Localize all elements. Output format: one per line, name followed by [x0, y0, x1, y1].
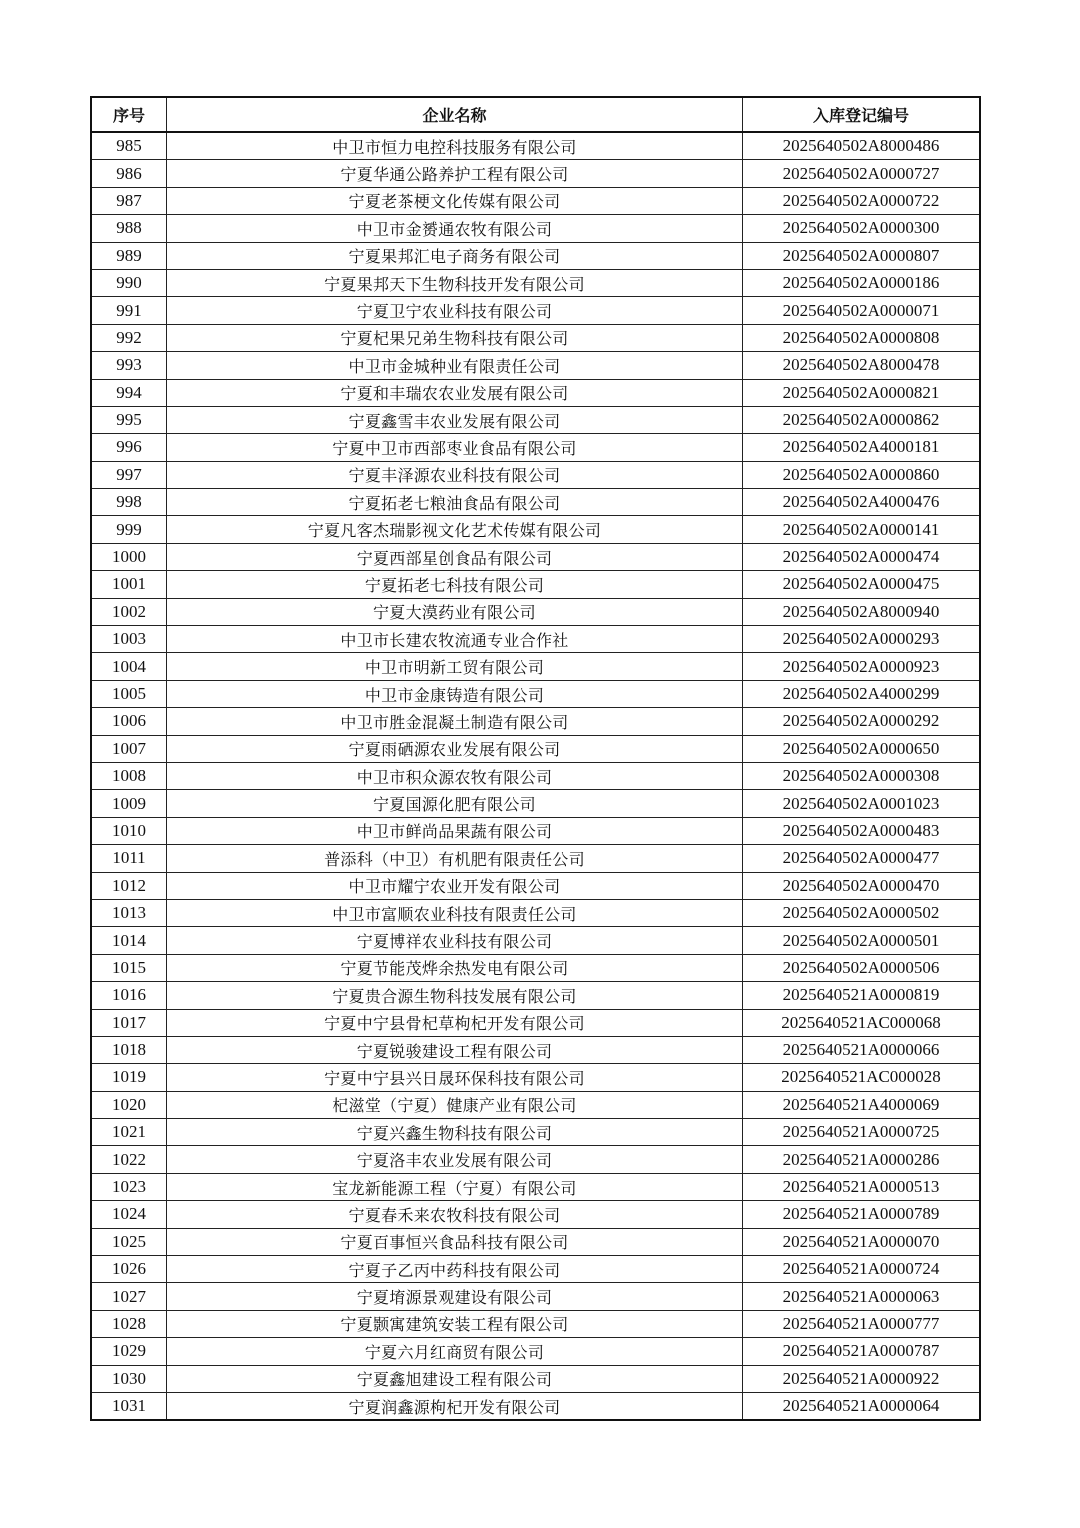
registration-number-cell: 2025640502A0000186 — [743, 269, 980, 296]
company-name-cell: 宁夏老茶梗文化传媒有限公司 — [167, 187, 743, 214]
table-row — [92, 160, 980, 187]
company-name-cell: 中卫市金赟通农牧有限公司 — [167, 215, 743, 242]
serial-number-cell: 1027 — [92, 1283, 167, 1310]
company-name-cell: 杞滋堂（宁夏）健康产业有限公司 — [167, 1091, 743, 1118]
table-row — [92, 680, 980, 707]
serial-number-cell: 1014 — [92, 927, 167, 954]
company-name-cell: 中卫市富顺农业科技有限责任公司 — [167, 899, 743, 926]
company-name-cell: 宁夏颢寓建筑安装工程有限公司 — [167, 1310, 743, 1337]
registration-number-cell: 2025640502A0000475 — [743, 571, 980, 598]
table-row — [92, 543, 980, 570]
company-name-cell: 宁夏丰泽源农业科技有限公司 — [167, 461, 743, 488]
company-name-cell: 宁夏中宁县骨杞草枸杞开发有限公司 — [167, 1009, 743, 1036]
serial-number-cell: 1030 — [92, 1365, 167, 1392]
serial-number-cell: 985 — [92, 132, 167, 160]
registration-number-cell: 2025640502A0000808 — [743, 324, 980, 351]
company-name-cell: 宁夏杞果兄弟生物科技有限公司 — [167, 324, 743, 351]
registration-number-cell: 2025640502A0000501 — [743, 927, 980, 954]
table-row — [92, 1283, 980, 1310]
serial-number-cell: 1019 — [92, 1064, 167, 1091]
registration-number-cell: 2025640521A0000787 — [743, 1338, 980, 1365]
company-name-cell: 宁夏贵合源生物科技发展有限公司 — [167, 982, 743, 1009]
enterprise-registry-table — [91, 97, 980, 1420]
registration-number-cell: 2025640521A0000777 — [743, 1310, 980, 1337]
registration-number-cell: 2025640502A0000506 — [743, 954, 980, 981]
company-name-cell: 宁夏华通公路养护工程有限公司 — [167, 160, 743, 187]
serial-number-cell: 1028 — [92, 1310, 167, 1337]
table-row — [92, 215, 980, 242]
table-row — [92, 598, 980, 625]
serial-number-cell: 1025 — [92, 1228, 167, 1255]
serial-number-cell: 1024 — [92, 1201, 167, 1228]
table-row — [92, 1091, 980, 1118]
table-row — [92, 1009, 980, 1036]
serial-number-cell: 1023 — [92, 1173, 167, 1200]
table-row — [92, 1365, 980, 1392]
serial-number-cell: 1021 — [92, 1119, 167, 1146]
serial-number-cell: 996 — [92, 434, 167, 461]
serial-number-cell: 988 — [92, 215, 167, 242]
table-row — [92, 982, 980, 1009]
company-name-cell: 宁夏果邦天下生物科技开发有限公司 — [167, 269, 743, 296]
table-row — [92, 927, 980, 954]
serial-number-cell: 1003 — [92, 626, 167, 653]
registration-number-cell: 2025640502A0000923 — [743, 653, 980, 680]
table-row — [92, 954, 980, 981]
registration-number-cell: 2025640502A0000862 — [743, 406, 980, 433]
registration-number-cell: 2025640502A0000477 — [743, 845, 980, 872]
serial-number-cell: 1016 — [92, 982, 167, 1009]
company-name-cell: 中卫市胜金混凝土制造有限公司 — [167, 708, 743, 735]
registration-number-cell: 2025640521A0000286 — [743, 1146, 980, 1173]
table-row — [92, 1064, 980, 1091]
table-body — [92, 132, 980, 1420]
serial-number-cell: 1022 — [92, 1146, 167, 1173]
serial-number-cell: 1011 — [92, 845, 167, 872]
table-row — [92, 269, 980, 296]
table-row — [92, 1256, 980, 1283]
company-name-cell: 宁夏洛丰农业发展有限公司 — [167, 1146, 743, 1173]
registration-number-cell: 2025640521A0000066 — [743, 1036, 980, 1063]
table-row — [92, 845, 980, 872]
company-name-cell: 宁夏鑫雪丰农业发展有限公司 — [167, 406, 743, 433]
company-name-cell: 中卫市耀宁农业开发有限公司 — [167, 872, 743, 899]
company-name-cell: 宝龙新能源工程（宁夏）有限公司 — [167, 1173, 743, 1200]
table-row — [92, 653, 980, 680]
registration-number-cell: 2025640502A0000474 — [743, 543, 980, 570]
header-serial-number: 序号 — [92, 98, 167, 133]
registration-number-cell: 2025640502A0000292 — [743, 708, 980, 735]
serial-number-cell: 987 — [92, 187, 167, 214]
company-name-cell: 宁夏中宁县兴日晟环保科技有限公司 — [167, 1064, 743, 1091]
registration-number-cell: 2025640502A4000299 — [743, 680, 980, 707]
company-name-cell: 宁夏中卫市西部枣业食品有限公司 — [167, 434, 743, 461]
table-row — [92, 762, 980, 789]
registration-number-cell: 2025640502A0000650 — [743, 735, 980, 762]
registration-number-cell: 2025640502A0000308 — [743, 762, 980, 789]
registration-number-cell: 2025640502A0000300 — [743, 215, 980, 242]
table-row — [92, 790, 980, 817]
serial-number-cell: 1007 — [92, 735, 167, 762]
company-name-cell: 中卫市恒力电控科技服务有限公司 — [167, 132, 743, 160]
table-row — [92, 461, 980, 488]
serial-number-cell: 992 — [92, 324, 167, 351]
company-name-cell: 宁夏拓老七科技有限公司 — [167, 571, 743, 598]
serial-number-cell: 986 — [92, 160, 167, 187]
company-name-cell: 宁夏春禾来农牧科技有限公司 — [167, 1201, 743, 1228]
table-row — [92, 434, 980, 461]
serial-number-cell: 1005 — [92, 680, 167, 707]
table-row — [92, 406, 980, 433]
serial-number-cell: 1001 — [92, 571, 167, 598]
table-row — [92, 1146, 980, 1173]
table-row — [92, 379, 980, 406]
registration-number-cell: 2025640502A0000071 — [743, 297, 980, 324]
company-name-cell: 中卫市金城种业有限责任公司 — [167, 352, 743, 379]
company-name-cell: 宁夏雨硒源农业发展有限公司 — [167, 735, 743, 762]
registration-number-cell: 2025640521AC000068 — [743, 1009, 980, 1036]
serial-number-cell: 993 — [92, 352, 167, 379]
serial-number-cell: 1002 — [92, 598, 167, 625]
header-registration-number: 入库登记编号 — [743, 98, 980, 133]
serial-number-cell: 990 — [92, 269, 167, 296]
company-name-cell: 中卫市明新工贸有限公司 — [167, 653, 743, 680]
serial-number-cell: 1017 — [92, 1009, 167, 1036]
registration-number-cell: 2025640521A0000789 — [743, 1201, 980, 1228]
header-row — [92, 98, 980, 133]
serial-number-cell: 1012 — [92, 872, 167, 899]
registration-number-cell: 2025640502A8000478 — [743, 352, 980, 379]
registration-number-cell: 2025640502A4000476 — [743, 489, 980, 516]
serial-number-cell: 995 — [92, 406, 167, 433]
table-row — [92, 187, 980, 214]
table-row — [92, 297, 980, 324]
serial-number-cell: 1015 — [92, 954, 167, 981]
registration-number-cell: 2025640502A0000821 — [743, 379, 980, 406]
registration-number-cell: 2025640521A0000064 — [743, 1392, 980, 1419]
table-row — [92, 1201, 980, 1228]
table-row — [92, 242, 980, 269]
table-header — [92, 98, 980, 133]
registration-number-cell: 2025640502A8000940 — [743, 598, 980, 625]
registration-number-cell: 2025640521A0000513 — [743, 1173, 980, 1200]
header-company-name: 企业名称 — [167, 98, 743, 133]
registration-number-cell: 2025640521A0000724 — [743, 1256, 980, 1283]
table-row — [92, 1173, 980, 1200]
table-row — [92, 571, 980, 598]
table-row — [92, 1228, 980, 1255]
registration-number-cell: 2025640502A0000502 — [743, 899, 980, 926]
company-name-cell: 宁夏节能茂烨余热发电有限公司 — [167, 954, 743, 981]
company-name-cell: 宁夏锐骏建设工程有限公司 — [167, 1036, 743, 1063]
table-row — [92, 817, 980, 844]
company-name-cell: 宁夏和丰瑞农农业发展有限公司 — [167, 379, 743, 406]
registration-number-cell: 2025640502A8000486 — [743, 132, 980, 160]
company-name-cell: 宁夏润鑫源枸杞开发有限公司 — [167, 1392, 743, 1419]
company-name-cell: 宁夏果邦汇电子商务有限公司 — [167, 242, 743, 269]
serial-number-cell: 1020 — [92, 1091, 167, 1118]
company-name-cell: 中卫市积众源农牧有限公司 — [167, 762, 743, 789]
serial-number-cell: 989 — [92, 242, 167, 269]
registration-number-cell: 2025640521A4000069 — [743, 1091, 980, 1118]
table-row — [92, 132, 980, 160]
serial-number-cell: 1031 — [92, 1392, 167, 1419]
registration-number-cell: 2025640521AC000028 — [743, 1064, 980, 1091]
company-name-cell: 宁夏博祥农业科技有限公司 — [167, 927, 743, 954]
serial-number-cell: 997 — [92, 461, 167, 488]
table-row — [92, 872, 980, 899]
registration-number-cell: 2025640502A0000807 — [743, 242, 980, 269]
table-row — [92, 1310, 980, 1337]
registration-number-cell: 2025640502A0000293 — [743, 626, 980, 653]
serial-number-cell: 1029 — [92, 1338, 167, 1365]
registration-number-cell: 2025640502A0001023 — [743, 790, 980, 817]
registration-number-cell: 2025640502A0000483 — [743, 817, 980, 844]
serial-number-cell: 1009 — [92, 790, 167, 817]
company-name-cell: 宁夏西部星创食品有限公司 — [167, 543, 743, 570]
company-name-cell: 宁夏大漠药业有限公司 — [167, 598, 743, 625]
table-row — [92, 489, 980, 516]
registration-number-cell: 2025640521A0000725 — [743, 1119, 980, 1146]
company-name-cell: 宁夏拓老七粮油食品有限公司 — [167, 489, 743, 516]
table-row — [92, 516, 980, 543]
company-name-cell: 中卫市鲜尚品果蔬有限公司 — [167, 817, 743, 844]
serial-number-cell: 1026 — [92, 1256, 167, 1283]
registration-number-cell: 2025640502A0000860 — [743, 461, 980, 488]
registration-number-cell: 2025640502A0000727 — [743, 160, 980, 187]
company-name-cell: 宁夏国源化肥有限公司 — [167, 790, 743, 817]
table-row — [92, 735, 980, 762]
table-row — [92, 899, 980, 926]
table-row — [92, 1392, 980, 1419]
serial-number-cell: 991 — [92, 297, 167, 324]
serial-number-cell: 1006 — [92, 708, 167, 735]
serial-number-cell: 1018 — [92, 1036, 167, 1063]
company-name-cell: 宁夏堉源景观建设有限公司 — [167, 1283, 743, 1310]
serial-number-cell: 1010 — [92, 817, 167, 844]
registration-number-cell: 2025640502A0000141 — [743, 516, 980, 543]
company-name-cell: 中卫市长建农牧流通专业合作社 — [167, 626, 743, 653]
company-name-cell: 宁夏兴鑫生物科技有限公司 — [167, 1119, 743, 1146]
registration-number-cell: 2025640521A0000063 — [743, 1283, 980, 1310]
company-name-cell: 宁夏子乙丙中药科技有限公司 — [167, 1256, 743, 1283]
serial-number-cell: 1000 — [92, 543, 167, 570]
serial-number-cell: 998 — [92, 489, 167, 516]
registration-number-cell: 2025640502A0000722 — [743, 187, 980, 214]
serial-number-cell: 1013 — [92, 899, 167, 926]
table-row — [92, 626, 980, 653]
table-row — [92, 1119, 980, 1146]
company-name-cell: 宁夏卫宁农业科技有限公司 — [167, 297, 743, 324]
company-name-cell: 普添科（中卫）有机肥有限责任公司 — [167, 845, 743, 872]
table-row — [92, 708, 980, 735]
table-row — [92, 1036, 980, 1063]
registration-number-cell: 2025640521A0000819 — [743, 982, 980, 1009]
company-name-cell: 宁夏六月红商贸有限公司 — [167, 1338, 743, 1365]
company-name-cell: 宁夏百事恒兴食品科技有限公司 — [167, 1228, 743, 1255]
table-row — [92, 1338, 980, 1365]
table-row — [92, 352, 980, 379]
company-name-cell: 中卫市金康铸造有限公司 — [167, 680, 743, 707]
serial-number-cell: 1008 — [92, 762, 167, 789]
registration-number-cell: 2025640502A4000181 — [743, 434, 980, 461]
company-name-cell: 宁夏凡客杰瑞影视文化艺术传媒有限公司 — [167, 516, 743, 543]
registration-number-cell: 2025640521A0000922 — [743, 1365, 980, 1392]
registration-number-cell: 2025640521A0000070 — [743, 1228, 980, 1255]
company-name-cell: 宁夏鑫旭建设工程有限公司 — [167, 1365, 743, 1392]
serial-number-cell: 1004 — [92, 653, 167, 680]
serial-number-cell: 999 — [92, 516, 167, 543]
serial-number-cell: 994 — [92, 379, 167, 406]
registration-number-cell: 2025640502A0000470 — [743, 872, 980, 899]
table-row — [92, 324, 980, 351]
